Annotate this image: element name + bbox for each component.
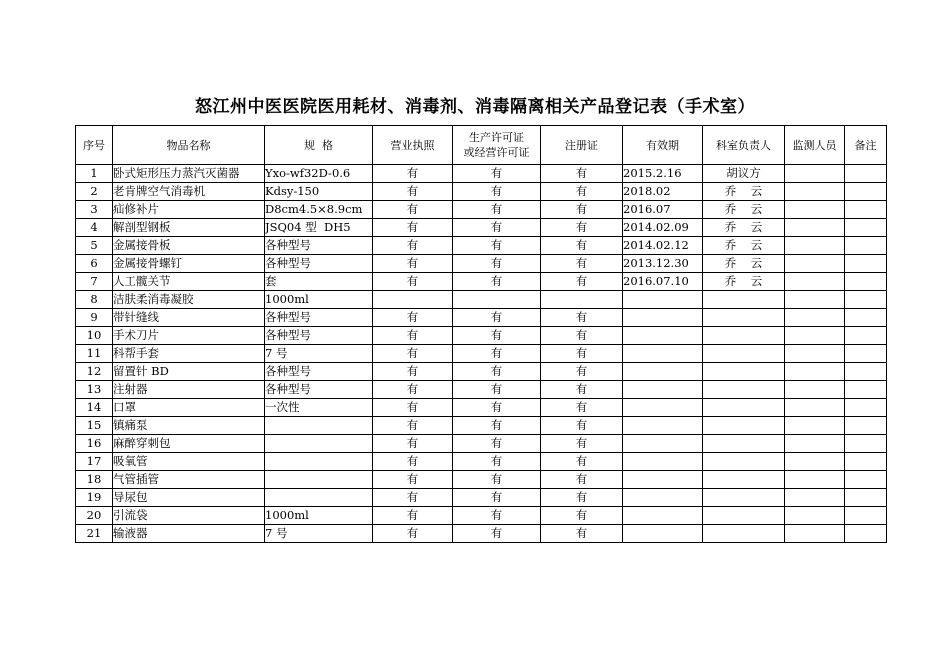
cell-remark (845, 273, 887, 291)
table-row (76, 363, 887, 381)
table-row (76, 471, 887, 489)
cell-production-license: 有 (453, 399, 541, 417)
cell-no: 21 (76, 525, 113, 543)
cell-name: 导尿包 (113, 489, 265, 507)
cell-production-license: 有 (453, 453, 541, 471)
cell-expiry (623, 363, 703, 381)
cell-production-license: 有 (453, 327, 541, 345)
cell-name: 疝修补片 (113, 201, 265, 219)
cell-license: 有 (373, 255, 453, 273)
cell-production-license: 有 (453, 255, 541, 273)
cell-monitor (785, 489, 845, 507)
cell-monitor (785, 309, 845, 327)
cell-registration: 有 (541, 237, 623, 255)
cell-remark (845, 507, 887, 525)
cell-dept-head (703, 507, 785, 525)
cell-license: 有 (373, 381, 453, 399)
header-name: 物品名称 (113, 126, 265, 165)
cell-license: 有 (373, 219, 453, 237)
cell-remark (845, 399, 887, 417)
cell-registration: 有 (541, 489, 623, 507)
cell-spec (265, 471, 373, 489)
cell-registration: 有 (541, 435, 623, 453)
cell-monitor (785, 273, 845, 291)
cell-dept-head: 乔 云 (703, 273, 785, 291)
table-row (76, 507, 887, 525)
cell-expiry: 2013.12.30 (623, 255, 703, 273)
cell-remark (845, 363, 887, 381)
cell-registration: 有 (541, 345, 623, 363)
cell-license: 有 (373, 453, 453, 471)
cell-expiry (623, 417, 703, 435)
cell-production-license: 有 (453, 237, 541, 255)
cell-dept-head (703, 291, 785, 309)
cell-monitor (785, 219, 845, 237)
cell-no: 11 (76, 345, 113, 363)
table-row (76, 417, 887, 435)
header-license: 营业执照 (373, 126, 453, 165)
cell-production-license: 有 (453, 363, 541, 381)
cell-remark (845, 381, 887, 399)
table-row (76, 345, 887, 363)
cell-license: 有 (373, 201, 453, 219)
cell-spec: 各种型号 (265, 255, 373, 273)
table-row (76, 183, 887, 201)
cell-registration: 有 (541, 525, 623, 543)
cell-no: 6 (76, 255, 113, 273)
cell-remark (845, 183, 887, 201)
cell-remark (845, 165, 887, 183)
cell-monitor (785, 453, 845, 471)
cell-spec: 各种型号 (265, 327, 373, 345)
cell-expiry (623, 507, 703, 525)
cell-expiry (623, 327, 703, 345)
cell-remark (845, 453, 887, 471)
cell-spec: JSQ04 型 DH5 (265, 219, 373, 237)
cell-remark (845, 417, 887, 435)
cell-monitor (785, 507, 845, 525)
cell-name: 留置针 BD (113, 363, 265, 381)
cell-registration: 有 (541, 255, 623, 273)
cell-name: 金属接骨板 (113, 237, 265, 255)
cell-monitor (785, 327, 845, 345)
table-row (76, 309, 887, 327)
cell-name: 气管插管 (113, 471, 265, 489)
cell-name: 老肯牌空气消毒机 (113, 183, 265, 201)
header-remark: 备注 (845, 126, 887, 165)
cell-name: 科帮手套 (113, 345, 265, 363)
cell-dept-head (703, 345, 785, 363)
cell-expiry: 2015.2.16 (623, 165, 703, 183)
cell-dept-head (703, 435, 785, 453)
cell-dept-head (703, 327, 785, 345)
cell-registration: 有 (541, 201, 623, 219)
cell-spec: 一次性 (265, 399, 373, 417)
cell-dept-head (703, 381, 785, 399)
cell-registration: 有 (541, 417, 623, 435)
cell-production-license: 有 (453, 345, 541, 363)
cell-dept-head: 乔 云 (703, 237, 785, 255)
header-monitor: 监测人员 (785, 126, 845, 165)
cell-monitor (785, 381, 845, 399)
cell-spec: 各种型号 (265, 237, 373, 255)
cell-dept-head: 乔 云 (703, 255, 785, 273)
cell-expiry: 2016.07 (623, 201, 703, 219)
table-row (76, 453, 887, 471)
cell-production-license: 有 (453, 435, 541, 453)
cell-remark (845, 327, 887, 345)
cell-name: 卧式矩形压力蒸汽灭菌器 (113, 165, 265, 183)
cell-dept-head (703, 309, 785, 327)
cell-spec: 套 (265, 273, 373, 291)
cell-license: 有 (373, 417, 453, 435)
cell-monitor (785, 345, 845, 363)
cell-name: 注射器 (113, 381, 265, 399)
cell-expiry (623, 399, 703, 417)
header-production-license (453, 126, 541, 165)
header-production-license-line1: 生产许可证 (469, 131, 524, 144)
cell-registration: 有 (541, 183, 623, 201)
cell-production-license: 有 (453, 471, 541, 489)
cell-license: 有 (373, 309, 453, 327)
cell-name: 解剖型钢板 (113, 219, 265, 237)
cell-registration: 有 (541, 471, 623, 489)
table-row (76, 327, 887, 345)
cell-no: 12 (76, 363, 113, 381)
cell-expiry: 2018.02 (623, 183, 703, 201)
cell-expiry (623, 525, 703, 543)
cell-spec: 1000ml (265, 291, 373, 309)
cell-production-license: 有 (453, 273, 541, 291)
cell-monitor (785, 183, 845, 201)
cell-expiry (623, 435, 703, 453)
cell-monitor (785, 525, 845, 543)
cell-spec (265, 489, 373, 507)
cell-no: 20 (76, 507, 113, 525)
cell-license: 有 (373, 183, 453, 201)
cell-no: 5 (76, 237, 113, 255)
cell-production-license: 有 (453, 309, 541, 327)
cell-name: 人工髋关节 (113, 273, 265, 291)
cell-no: 15 (76, 417, 113, 435)
cell-expiry (623, 309, 703, 327)
cell-name: 手术刀片 (113, 327, 265, 345)
cell-license: 有 (373, 165, 453, 183)
cell-spec: 1000ml (265, 507, 373, 525)
cell-production-license: 有 (453, 417, 541, 435)
cell-spec (265, 453, 373, 471)
cell-dept-head (703, 417, 785, 435)
cell-spec: Kdsy-150 (265, 183, 373, 201)
cell-remark (845, 201, 887, 219)
cell-spec (265, 435, 373, 453)
cell-spec: D8cm4.5×8.9cm (265, 201, 373, 219)
cell-no: 13 (76, 381, 113, 399)
cell-no: 2 (76, 183, 113, 201)
cell-expiry (623, 471, 703, 489)
table-row (76, 201, 887, 219)
cell-name: 吸氧管 (113, 453, 265, 471)
cell-name: 引流袋 (113, 507, 265, 525)
cell-license: 有 (373, 237, 453, 255)
cell-spec (265, 417, 373, 435)
cell-remark (845, 345, 887, 363)
cell-license: 有 (373, 471, 453, 489)
cell-spec: 各种型号 (265, 381, 373, 399)
table-row (76, 255, 887, 273)
table-row (76, 219, 887, 237)
cell-license: 有 (373, 525, 453, 543)
cell-production-license (453, 291, 541, 309)
cell-dept-head: 乔 云 (703, 219, 785, 237)
cell-monitor (785, 165, 845, 183)
cell-registration: 有 (541, 309, 623, 327)
cell-production-license: 有 (453, 525, 541, 543)
cell-monitor (785, 255, 845, 273)
cell-name: 口罩 (113, 399, 265, 417)
header-registration: 注册证 (541, 126, 623, 165)
table-header-row (76, 126, 887, 165)
cell-dept-head (703, 471, 785, 489)
cell-remark (845, 489, 887, 507)
cell-expiry (623, 453, 703, 471)
cell-dept-head (703, 489, 785, 507)
cell-expiry (623, 345, 703, 363)
cell-registration: 有 (541, 273, 623, 291)
cell-monitor (785, 471, 845, 489)
cell-monitor (785, 435, 845, 453)
cell-license: 有 (373, 327, 453, 345)
header-production-license-line2: 或经营许可证 (463, 146, 530, 159)
cell-registration: 有 (541, 453, 623, 471)
cell-license: 有 (373, 489, 453, 507)
cell-no: 9 (76, 309, 113, 327)
cell-expiry (623, 381, 703, 399)
cell-no: 7 (76, 273, 113, 291)
table-body (76, 165, 887, 543)
table-row (76, 381, 887, 399)
cell-dept-head (703, 525, 785, 543)
cell-dept-head (703, 399, 785, 417)
cell-production-license: 有 (453, 183, 541, 201)
cell-production-license: 有 (453, 489, 541, 507)
cell-dept-head: 乔 云 (703, 183, 785, 201)
cell-no: 19 (76, 489, 113, 507)
cell-license: 有 (373, 507, 453, 525)
cell-registration (541, 291, 623, 309)
header-spec: 规 格 (265, 126, 373, 165)
cell-no: 4 (76, 219, 113, 237)
cell-dept-head: 胡议方 (703, 165, 785, 183)
cell-name: 金属接骨螺钉 (113, 255, 265, 273)
cell-license: 有 (373, 363, 453, 381)
header-no: 序号 (76, 126, 113, 165)
cell-monitor (785, 417, 845, 435)
cell-production-license: 有 (453, 381, 541, 399)
cell-license: 有 (373, 399, 453, 417)
header-expiry: 有效期 (623, 126, 703, 165)
table-row (76, 399, 887, 417)
table-row (76, 291, 887, 309)
cell-remark (845, 471, 887, 489)
cell-remark (845, 435, 887, 453)
cell-dept-head (703, 363, 785, 381)
cell-registration: 有 (541, 165, 623, 183)
cell-monitor (785, 201, 845, 219)
cell-dept-head: 乔 云 (703, 201, 785, 219)
cell-no: 16 (76, 435, 113, 453)
cell-registration: 有 (541, 507, 623, 525)
table-row (76, 237, 887, 255)
cell-no: 1 (76, 165, 113, 183)
cell-name: 输液器 (113, 525, 265, 543)
cell-remark (845, 237, 887, 255)
cell-expiry (623, 489, 703, 507)
cell-production-license: 有 (453, 507, 541, 525)
cell-license: 有 (373, 273, 453, 291)
cell-no: 14 (76, 399, 113, 417)
cell-expiry: 2016.07.10 (623, 273, 703, 291)
cell-monitor (785, 291, 845, 309)
cell-spec: 各种型号 (265, 363, 373, 381)
cell-remark (845, 255, 887, 273)
cell-remark (845, 219, 887, 237)
cell-registration: 有 (541, 327, 623, 345)
table-row (76, 273, 887, 291)
cell-no: 10 (76, 327, 113, 345)
cell-spec: 各种型号 (265, 309, 373, 327)
cell-dept-head (703, 453, 785, 471)
cell-monitor (785, 237, 845, 255)
table-row (76, 489, 887, 507)
cell-name: 麻醉穿刺包 (113, 435, 265, 453)
cell-monitor (785, 399, 845, 417)
cell-spec: Yxo-wf32D-0.6 (265, 165, 373, 183)
cell-license (373, 291, 453, 309)
cell-spec: 7 号 (265, 525, 373, 543)
cell-production-license: 有 (453, 219, 541, 237)
cell-no: 17 (76, 453, 113, 471)
cell-license: 有 (373, 345, 453, 363)
cell-spec: 7 号 (265, 345, 373, 363)
cell-expiry (623, 291, 703, 309)
cell-expiry: 2014.02.12 (623, 237, 703, 255)
cell-remark (845, 309, 887, 327)
cell-production-license: 有 (453, 201, 541, 219)
cell-registration: 有 (541, 399, 623, 417)
header-dept-head: 科室负责人 (703, 126, 785, 165)
registration-table (75, 125, 887, 543)
cell-monitor (785, 363, 845, 381)
cell-license: 有 (373, 435, 453, 453)
page-title: 怒江州中医医院医用耗材、消毒剂、消毒隔离相关产品登记表（手术室） (195, 97, 755, 117)
cell-remark (845, 525, 887, 543)
cell-expiry: 2014.02.09 (623, 219, 703, 237)
table-row (76, 165, 887, 183)
cell-no: 8 (76, 291, 113, 309)
cell-remark (845, 291, 887, 309)
cell-production-license: 有 (453, 165, 541, 183)
table-row (76, 435, 887, 453)
cell-no: 3 (76, 201, 113, 219)
cell-name: 镇痛泵 (113, 417, 265, 435)
cell-name: 带针缝线 (113, 309, 265, 327)
cell-registration: 有 (541, 381, 623, 399)
cell-registration: 有 (541, 219, 623, 237)
cell-name: 洁肤柔消毒凝胶 (113, 291, 265, 309)
cell-registration: 有 (541, 363, 623, 381)
cell-no: 18 (76, 471, 113, 489)
table-row (76, 525, 887, 543)
